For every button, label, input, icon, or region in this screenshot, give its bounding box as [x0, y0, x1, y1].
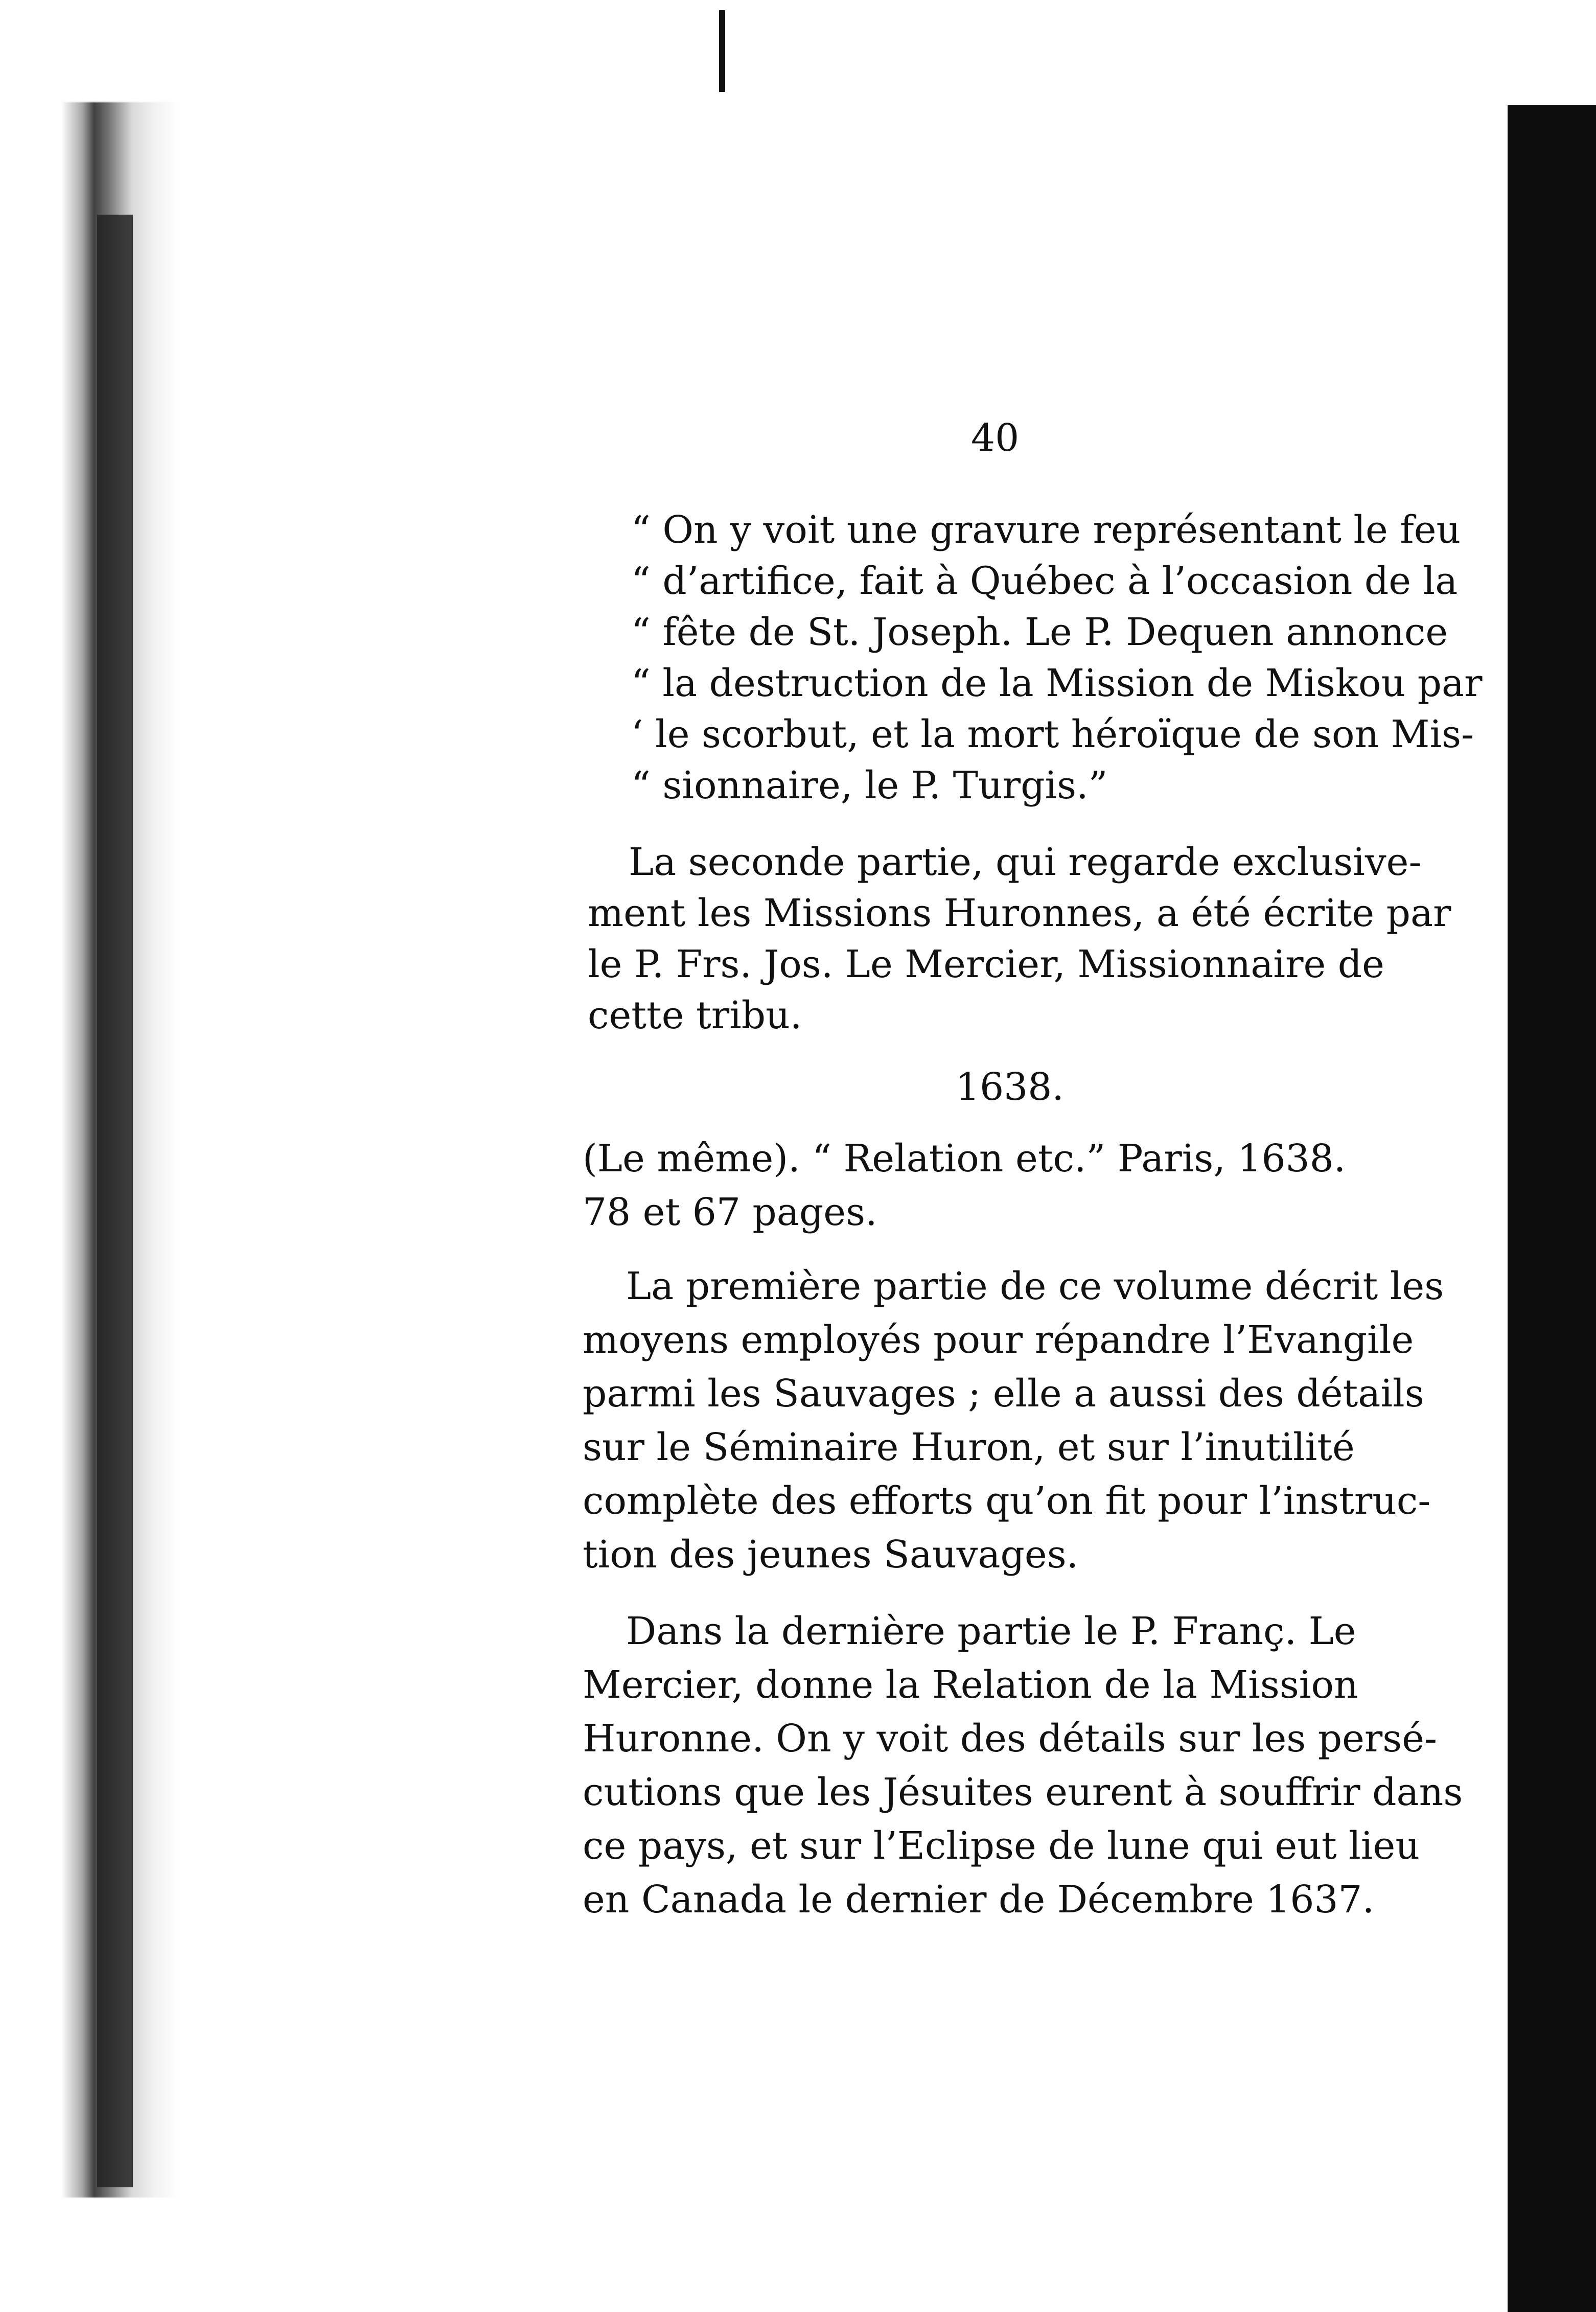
text-line: La première partie de ce volume décrit les: [626, 1264, 1444, 1308]
text-line: cette tribu.: [588, 993, 802, 1037]
text-line: “ sionnaire, le P. Turgis.”: [631, 764, 1108, 807]
page-edge-bar: [1508, 105, 1596, 2312]
text-line: “ On y voit une gravure représentant le feu: [631, 508, 1461, 552]
text-line: tion des jeunes Sauvages.: [583, 1533, 1079, 1577]
text-line: Huronne. On y voit des détails sur les persé-: [583, 1717, 1438, 1761]
text-line: Dans la dernière partie le P. Franç. Le: [626, 1609, 1356, 1653]
text-line: ment les Missions Huronnes, a été écrite par: [588, 891, 1451, 935]
text-line: moyens employés pour répandre l’Evangile: [583, 1318, 1414, 1362]
year-heading: 1638.: [956, 1065, 1064, 1109]
text-line: La seconde partie, qui regarde exclusive-: [629, 840, 1422, 884]
page-number: 40: [971, 416, 1020, 460]
text-line: cutions que les Jésuites eurent à souffrir dans: [583, 1770, 1463, 1814]
text-line: “ fête de St. Joseph. Le P. Dequen annonce: [631, 610, 1448, 654]
text-line: en Canada le dernier de Décembre 1637.: [583, 1878, 1375, 1922]
text-line: “ la destruction de la Mission de Miskou par: [631, 661, 1483, 705]
text-line: Mercier, donne la Relation de la Mission: [583, 1663, 1358, 1707]
text-line: sur le Séminaire Huron, et sur l’inutilité: [583, 1425, 1355, 1469]
text-line: 78 et 67 pages.: [583, 1190, 877, 1234]
binding-strip: [97, 215, 133, 2187]
text-line: “ d’artifice, fait à Québec à l’occasion de la: [631, 559, 1458, 603]
text-line: complète des efforts qu’on fit pour l’instruc-: [583, 1479, 1431, 1523]
text-line: le P. Frs. Jos. Le Mercier, Missionnaire de: [588, 942, 1384, 986]
text-line: parmi les Sauvages ; elle a aussi des détails: [583, 1372, 1424, 1416]
text-line: (Le même). “ Relation etc.” Paris, 1638.: [583, 1137, 1346, 1181]
text-line: ‘ le scorbut, et la mort héroïque de son Mis-: [631, 712, 1474, 756]
text-line: ce pays, et sur l’Eclipse de lune qui eut lieu: [583, 1824, 1420, 1868]
scan-mark: [719, 10, 725, 92]
